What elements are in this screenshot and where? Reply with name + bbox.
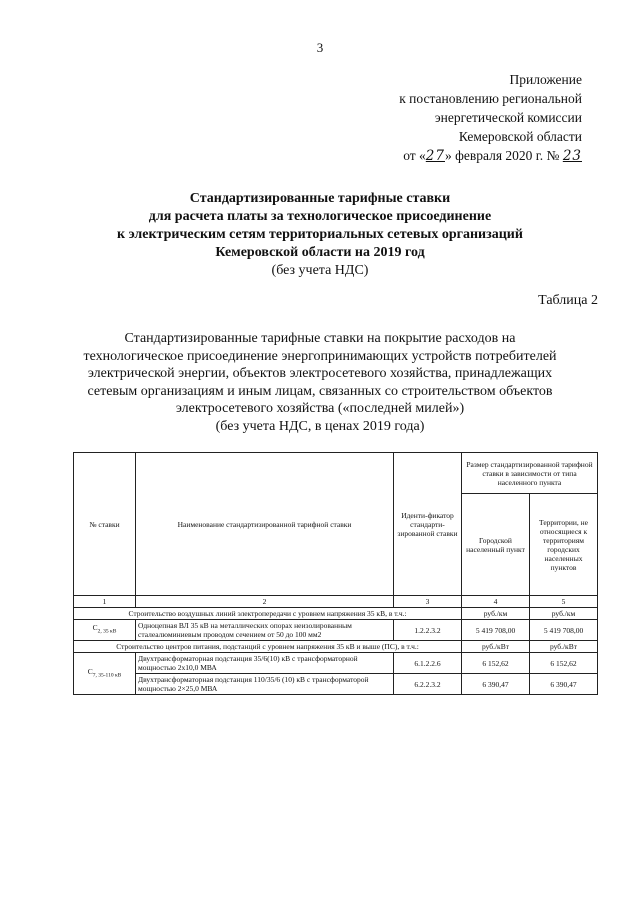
subtitle-line: технологическое присоединение энергопринимающих устройств потребителей: [83, 348, 557, 364]
subtitle-line: (без учета НДС, в ценах 2019 года): [215, 418, 425, 434]
rate-identifier: 1.2.2.3.2: [394, 620, 462, 641]
handwritten-number: 23: [562, 148, 582, 164]
rate-name: Двухтрансформаторная подстанция 35/6(10) кВ с трансформаторной мощностью 2х10,0 МВА: [136, 653, 394, 674]
section-row: [74, 641, 598, 653]
code-main: С: [87, 666, 93, 676]
section-unit-territory: руб./кВт: [530, 641, 598, 653]
table-label: Таблица 2: [538, 293, 598, 308]
subtitle-line: Стандартизированные тарифные ставки на покрытие расходов на: [124, 331, 516, 346]
tariff-table: [73, 452, 598, 695]
header-urban: Городской населенный пункт: [462, 494, 530, 596]
header-group: Размер стандартизированной тарифной ставки в зависимости от типа населенного пункта: [462, 453, 598, 494]
table-header-row: [74, 453, 598, 494]
col-number: 1: [74, 596, 136, 608]
section-unit-territory: руб./км: [530, 608, 598, 620]
section-unit-urban: руб./км: [462, 608, 530, 620]
title-line: Кемеровской области на 2019 год: [215, 245, 425, 260]
appendix-line: Кемеровской области: [458, 129, 582, 144]
code-main: С: [92, 623, 98, 633]
rate-code: [74, 653, 136, 695]
header-num: № ставки: [74, 453, 136, 596]
rate-code: [74, 620, 136, 641]
col-number: 3: [394, 596, 462, 608]
rate-territory-value: 5 419 708,00: [530, 620, 598, 641]
rate-territory-value: 6 152,62: [530, 653, 598, 674]
rate-urban-value: 6 152,62: [462, 653, 530, 674]
rate-name: Двухтрансформаторная подстанция 110/35/6 (10) кВ с трансформаторой мощностью 2×25,0 МВА: [136, 674, 394, 695]
appendix-line: Приложение: [509, 72, 582, 87]
code-sub: 7, 35-110 кВ: [92, 672, 122, 679]
date-middle: » февраля 2020 г. №: [444, 148, 560, 163]
header-identifier: Иденти-фикатор стандарти-зированной ставки: [394, 453, 462, 596]
header-territory: Территории, не относящиеся к территориям городских населенных пунктов: [530, 494, 598, 596]
appendix-line: к постановлению региональной: [399, 91, 582, 106]
subtitle-line: сетевым организациям и иным лицам, связанных со строительством объектов: [87, 383, 553, 399]
col-number: 4: [462, 596, 530, 608]
column-number-row: [74, 596, 598, 608]
date-prefix: от «: [403, 148, 426, 163]
rate-territory-value: 6 390,47: [530, 674, 598, 695]
table-subtitle: [60, 330, 580, 435]
code-sub: 2, 35 кВ: [97, 628, 117, 635]
section-title: Строительство воздушных линий электропередачи с уровнем напряжения 35 кВ, в т.ч.:: [74, 608, 462, 620]
rate-identifier: 6.1.2.2.6: [394, 653, 462, 674]
document-title: [40, 190, 600, 280]
rate-name: Одноцепная ВЛ 35 кВ на металлических опорах неизолированным сталеалюминиевым проводом сечением от 50 до 100 мм2: [136, 620, 394, 641]
section-title: Строительство центров питания, подстанций с уровнем напряжения 35 кВ и выше (ПС), в т.ч.:: [74, 641, 462, 653]
appendix-block: [282, 70, 582, 166]
header-name: Наименование стандартизированной тарифной ставки: [136, 453, 394, 596]
col-number: 2: [136, 596, 394, 608]
title-note: (без учета НДС): [271, 263, 369, 278]
appendix-date-line: [282, 146, 582, 166]
section-unit-urban: руб./кВт: [462, 641, 530, 653]
subtitle-line: электрической энергии, объектов электросетевого хозяйства, принадлежащих: [87, 366, 553, 381]
title-line: для расчета платы за технологическое присоединение: [148, 209, 492, 224]
rate-urban-value: 5 419 708,00: [462, 620, 530, 641]
title-line: к электрическим сетям территориальных сетевых организаций: [117, 227, 523, 242]
rate-urban-value: 6 390,47: [462, 674, 530, 695]
title-line: Стандартизированные тарифные ставки: [189, 191, 451, 206]
table-row: [74, 674, 598, 695]
section-row: [74, 608, 598, 620]
subtitle-line: электросетевого хозяйства («последней милей»): [175, 401, 465, 416]
col-number: 5: [530, 596, 598, 608]
page-number: 3: [316, 40, 324, 55]
table-row: [74, 653, 598, 674]
handwritten-day: 27: [425, 148, 445, 164]
rate-identifier: 6.2.2.3.2: [394, 674, 462, 695]
table-row: [74, 620, 598, 641]
appendix-line: энергетической комиссии: [434, 110, 582, 125]
